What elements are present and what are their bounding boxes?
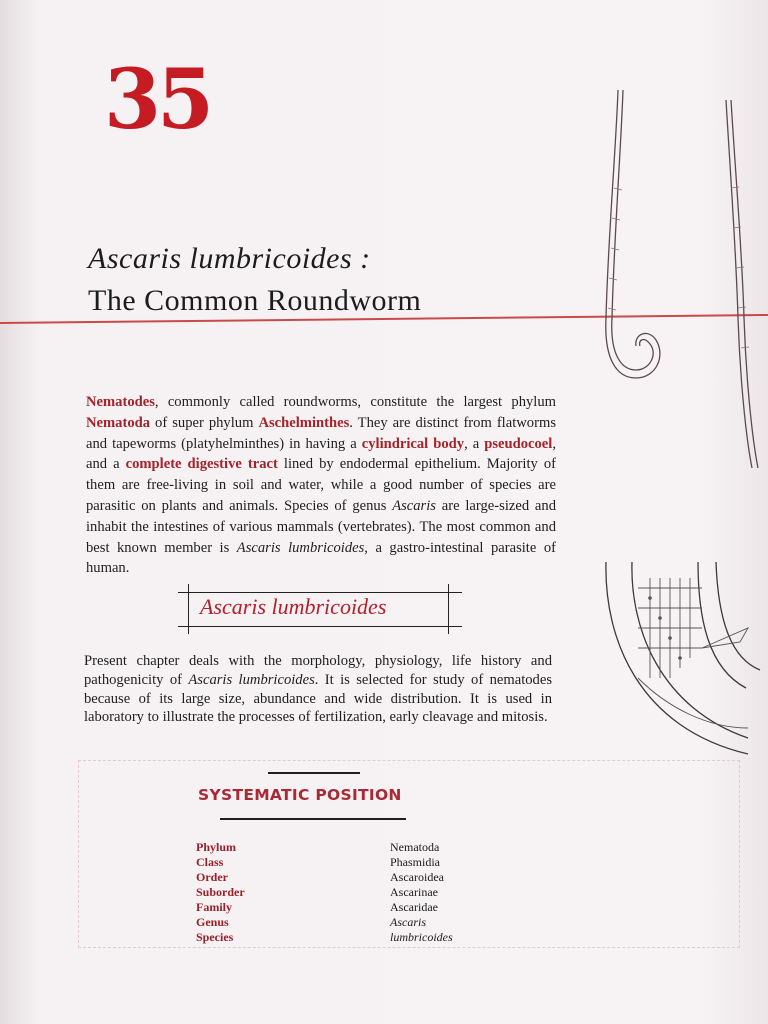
chapter-number: 35: [104, 52, 211, 148]
rank-value: Ascaroidea: [390, 870, 444, 884]
section-heading: Ascaris lumbricoides: [200, 594, 387, 619]
taxonomy-row: [196, 900, 453, 915]
title-species: Ascaris lumbricoides :: [88, 242, 371, 275]
rank-label: Genus: [196, 915, 229, 929]
rank-value: lumbricoides: [390, 930, 453, 944]
taxonomy-row: [196, 915, 453, 930]
rank-label: Species: [196, 930, 234, 944]
rank-label: Order: [196, 870, 228, 884]
taxonomy-row: [196, 885, 453, 900]
systematic-rule-bottom: [220, 818, 406, 820]
rank-label: Class: [196, 855, 224, 869]
rank-label: Suborder: [196, 885, 245, 899]
rank-value: Ascaridae: [390, 900, 438, 914]
box-rule-bottom: [178, 626, 462, 627]
term-nematodes: Nematodes: [86, 394, 155, 410]
term-complete-digestive-tract: complete digestive tract: [125, 456, 278, 473]
term-aschelminthes: Aschelminthes: [258, 414, 350, 431]
taxonomy-row: [196, 855, 453, 870]
worm-tail-illustration: [598, 558, 768, 758]
rank-label: Phylum: [196, 840, 237, 854]
rank-value: Ascaris: [390, 915, 426, 929]
taxonomy-row: [196, 840, 453, 855]
rank-label: Family: [196, 900, 232, 914]
intro-paragraph: Nematodes, commonly called roundworms, constitute the largest phylum Nematoda of super phylum Aschelminthes. They are distinct from flatworms and tapeworms (platyhelminthes) in having a cylindrical body, a pseudocoel, and a complete digestive tract lined by endodermal epithelium. Majority of them are free-living in soil and water, while a good number of species are parasitic on plants and animals. Species of genus Ascaris are large-sized and inhabit the intestines of various mammals (vertebrates). The most common and best known member is Ascaris lumbricoides, a gastro-intestinal parasite of human.: [86, 394, 556, 577]
term-cylindrical-body: cylindrical body: [361, 435, 465, 452]
rank-value: Nematoda: [390, 840, 440, 854]
section-heading-box: [178, 584, 462, 634]
systematic-heading: SYSTEMATIC POSITION: [198, 786, 402, 804]
rank-value: Phasmidia: [390, 855, 440, 869]
box-rule-left: [188, 584, 189, 634]
box-rule-top: [178, 592, 462, 593]
chapter-overview-paragraph: Present chapter deals with the morphology, physiology, life history and pathogenicity of Ascaris lumbricoides. It is selected for study of nematodes because of its large size, abundance and wide distribution. It is used in laboratory to illustrate the processes of fertilization, early cleavage and mitosis.: [84, 653, 552, 726]
term-pseudocoel: pseudocoel: [484, 435, 553, 452]
systematic-rule-top: [268, 772, 360, 774]
box-rule-right: [448, 584, 449, 634]
rank-value: Ascarinae: [390, 885, 438, 899]
taxonomy-table: [196, 840, 453, 945]
title-common-name: The Common Roundworm: [88, 284, 422, 317]
taxonomy-row: [196, 930, 453, 945]
chapter-title: [88, 238, 421, 322]
roundworm-illustration: [590, 88, 760, 468]
term-nematoda: Nematoda: [86, 414, 151, 431]
taxonomy-row: [196, 870, 453, 885]
